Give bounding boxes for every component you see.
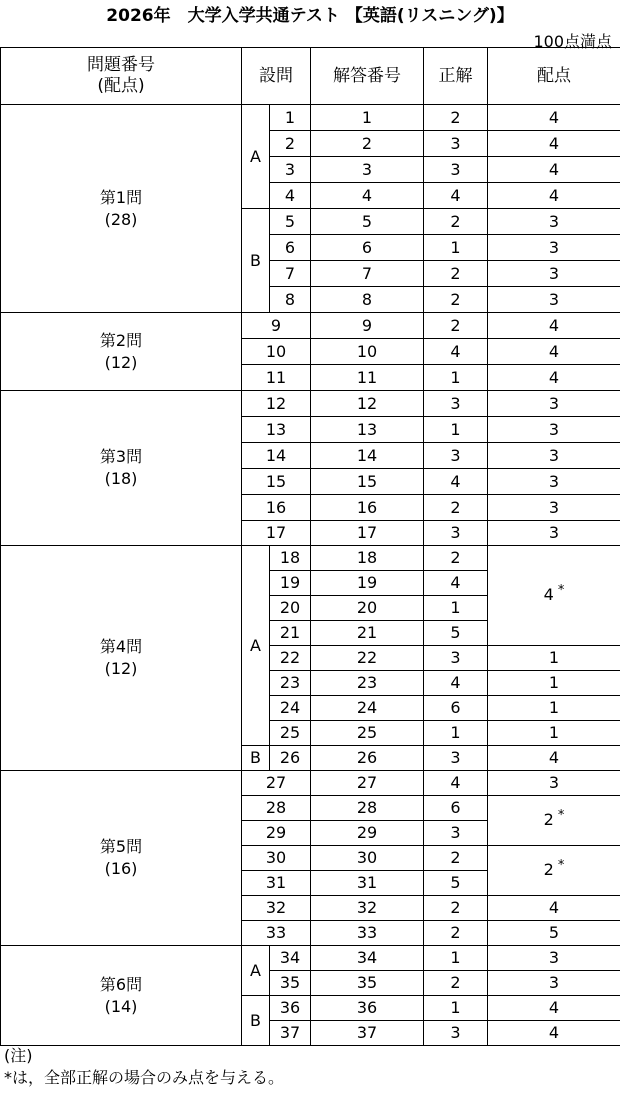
- score-value: 3: [548, 973, 560, 992]
- max-score: 100点満点: [533, 32, 612, 51]
- score-value: 3: [548, 289, 560, 309]
- correct-answer: 6: [424, 796, 488, 821]
- problem-name: 第1問: [99, 187, 143, 207]
- question-number: 16: [242, 495, 311, 521]
- correct-answer: 4: [424, 183, 488, 209]
- question-number: 14: [242, 443, 311, 469]
- score-cell: [488, 209, 620, 235]
- answer-number: 32: [311, 896, 424, 921]
- question-number: 7: [270, 261, 311, 287]
- problem-cell: [1, 105, 242, 313]
- answer-number: 1: [311, 105, 424, 131]
- score-cell: [488, 417, 620, 443]
- score-value: 4: [548, 107, 560, 127]
- answer-number: 21: [311, 621, 424, 646]
- problem-name: 第2問: [99, 330, 143, 350]
- header-seikai: 正解: [424, 48, 488, 105]
- score-value: 4: [548, 748, 560, 767]
- score-cell: [488, 946, 620, 971]
- score-cell: [488, 469, 620, 495]
- answer-number: 36: [311, 996, 424, 1021]
- question-number: 36: [270, 996, 311, 1021]
- answer-number: 27: [311, 771, 424, 796]
- correct-answer: 4: [424, 469, 488, 495]
- answer-number: 7: [311, 261, 424, 287]
- answer-number: 34: [311, 946, 424, 971]
- score-cell: [488, 131, 620, 157]
- correct-answer: 2: [424, 921, 488, 946]
- question-number: 32: [242, 896, 311, 921]
- page-title: 2026年 大学入学共通テスト 【英語(リスニング)】: [106, 6, 514, 26]
- score-cell: [488, 796, 620, 846]
- group-label: A: [242, 946, 270, 996]
- answer-number: 17: [311, 521, 424, 546]
- header-ten: 配点: [488, 48, 620, 105]
- score-cell: [488, 391, 620, 417]
- answer-number: 24: [311, 696, 424, 721]
- score-value: 3: [548, 948, 560, 967]
- answer-number: 4: [311, 183, 424, 209]
- answer-number: 11: [311, 365, 424, 391]
- score-cell: [488, 339, 620, 365]
- question-number: 15: [242, 469, 311, 495]
- problem-cell: [1, 946, 242, 1046]
- question-number: 1: [270, 105, 311, 131]
- correct-answer: 3: [424, 646, 488, 671]
- score-value: 4: [548, 341, 560, 361]
- score-cell: [488, 495, 620, 521]
- question-number: 23: [270, 671, 311, 696]
- score-value: 4: [548, 133, 560, 153]
- score-value: 1: [548, 723, 560, 742]
- table-row: [1, 391, 620, 417]
- question-number: 5: [270, 209, 311, 235]
- question-number: 21: [270, 621, 311, 646]
- group-label: A: [242, 105, 270, 209]
- correct-answer: 2: [424, 546, 488, 571]
- answer-number: 10: [311, 339, 424, 365]
- correct-answer: 3: [424, 1021, 488, 1046]
- problem-name: 第3問: [99, 447, 143, 466]
- correct-answer: 3: [424, 821, 488, 846]
- answer-number: 31: [311, 871, 424, 896]
- question-number: 27: [242, 771, 311, 796]
- star-mark: *: [557, 582, 565, 598]
- correct-answer: 1: [424, 235, 488, 261]
- answer-table-body: [1, 105, 620, 1046]
- header-row: [1, 48, 620, 105]
- header-mondai: [1, 48, 242, 105]
- score-value: 1: [548, 698, 560, 717]
- problem-points: (18): [104, 469, 138, 488]
- group-label: A: [242, 546, 270, 746]
- score-value: 3: [548, 773, 560, 792]
- answer-number: 28: [311, 796, 424, 821]
- header-kaito: 解答番号: [311, 48, 424, 105]
- question-number: 8: [270, 287, 311, 313]
- correct-answer: 5: [424, 621, 488, 646]
- answer-number: 37: [311, 1021, 424, 1046]
- question-number: 17: [242, 521, 311, 546]
- score-value: 3: [548, 471, 560, 491]
- score-cell: [488, 971, 620, 996]
- score-value: 3: [548, 497, 560, 517]
- correct-answer: 3: [424, 521, 488, 546]
- score-cell: [488, 696, 620, 721]
- question-number: 10: [242, 339, 311, 365]
- score-value: 3: [548, 445, 560, 465]
- score-value: 4: [548, 315, 560, 335]
- notes-label: (注): [4, 1046, 33, 1065]
- answer-number: 33: [311, 921, 424, 946]
- correct-answer: 1: [424, 946, 488, 971]
- header-setsumon: 設問: [242, 48, 311, 105]
- score-value: 3: [548, 237, 560, 257]
- answer-number: 18: [311, 546, 424, 571]
- answer-number: 20: [311, 596, 424, 621]
- score-cell: [488, 846, 620, 896]
- answer-number: 26: [311, 746, 424, 771]
- correct-answer: 2: [424, 209, 488, 235]
- question-number: 37: [270, 1021, 311, 1046]
- score-value: 5: [548, 923, 560, 942]
- notes: [4, 1045, 284, 1089]
- question-number: 4: [270, 183, 311, 209]
- correct-answer: 2: [424, 313, 488, 339]
- table-row: [1, 105, 620, 131]
- answer-number: 14: [311, 443, 424, 469]
- group-label: B: [242, 746, 270, 771]
- score-cell: [488, 1021, 620, 1046]
- question-number: 25: [270, 721, 311, 746]
- correct-answer: 3: [424, 391, 488, 417]
- answer-number: 19: [311, 571, 424, 596]
- problem-points: (14): [104, 996, 138, 1016]
- question-number: 12: [242, 391, 311, 417]
- answer-number: 29: [311, 821, 424, 846]
- correct-answer: 2: [424, 495, 488, 521]
- score-value: 4: [548, 998, 560, 1017]
- score-cell: [488, 183, 620, 209]
- answer-number: 12: [311, 391, 424, 417]
- question-number: 28: [242, 796, 311, 821]
- score-value: 3: [548, 263, 560, 283]
- problem-cell: [1, 546, 242, 771]
- question-number: 19: [270, 571, 311, 596]
- header-mondai-label: 問題番号: [87, 55, 155, 75]
- answer-number: 25: [311, 721, 424, 746]
- correct-answer: 2: [424, 846, 488, 871]
- answer-number: 13: [311, 417, 424, 443]
- star-mark: *: [557, 807, 565, 823]
- answer-number: 8: [311, 287, 424, 313]
- question-number: 29: [242, 821, 311, 846]
- question-number: 2: [270, 131, 311, 157]
- score-value: 3: [548, 523, 560, 542]
- score-value: 4: [548, 185, 560, 205]
- question-number: 18: [270, 546, 311, 571]
- question-number: 9: [242, 313, 311, 339]
- score-value: 1: [548, 648, 560, 667]
- star-mark: *: [557, 857, 565, 873]
- score-cell: [488, 546, 620, 646]
- table-row: [1, 946, 620, 971]
- answer-number: 3: [311, 157, 424, 183]
- group-label: B: [242, 996, 270, 1046]
- correct-answer: 2: [424, 261, 488, 287]
- problem-points: (12): [104, 659, 138, 678]
- score-value: 4: [548, 367, 560, 387]
- score-cell: [488, 896, 620, 921]
- score-cell: [488, 646, 620, 671]
- question-number: 35: [270, 971, 311, 996]
- answer-number: 30: [311, 846, 424, 871]
- answer-number: 5: [311, 209, 424, 235]
- score-cell: [488, 261, 620, 287]
- score-value: 4: [548, 898, 560, 917]
- table-row: [1, 771, 620, 796]
- score-value: 3: [548, 393, 560, 413]
- problem-name: 第4問: [99, 637, 143, 656]
- correct-answer: 2: [424, 971, 488, 996]
- answer-number: 6: [311, 235, 424, 261]
- score-cell: [488, 671, 620, 696]
- score-value: 1: [548, 673, 560, 692]
- score-value: 3: [548, 211, 560, 231]
- score-value: 2: [543, 859, 554, 879]
- problem-points: (12): [104, 352, 138, 372]
- question-number: 30: [242, 846, 311, 871]
- question-number: 3: [270, 157, 311, 183]
- score-cell: [488, 996, 620, 1021]
- score-cell: [488, 313, 620, 339]
- correct-answer: 1: [424, 365, 488, 391]
- correct-answer: 4: [424, 339, 488, 365]
- question-number: 33: [242, 921, 311, 946]
- problem-cell: [1, 771, 242, 946]
- correct-answer: 4: [424, 671, 488, 696]
- notes-text: *は，全部正解の場合のみ点を与える。: [4, 1068, 285, 1087]
- problem-points: (28): [104, 209, 138, 229]
- answer-number: 35: [311, 971, 424, 996]
- correct-answer: 6: [424, 696, 488, 721]
- score-value: 4: [543, 584, 554, 604]
- score-value: 4: [548, 159, 560, 179]
- problem-points: (16): [104, 859, 138, 878]
- correct-answer: 1: [424, 996, 488, 1021]
- answer-number: 9: [311, 313, 424, 339]
- correct-answer: 3: [424, 157, 488, 183]
- correct-answer: 2: [424, 896, 488, 921]
- question-number: 13: [242, 417, 311, 443]
- answer-table: [0, 47, 620, 1046]
- correct-answer: 3: [424, 746, 488, 771]
- score-cell: [488, 443, 620, 469]
- problem-cell: [1, 391, 242, 546]
- correct-answer: 1: [424, 596, 488, 621]
- table-row: [1, 546, 620, 571]
- question-number: 6: [270, 235, 311, 261]
- problem-cell: [1, 313, 242, 391]
- score-cell: [488, 365, 620, 391]
- score-cell: [488, 105, 620, 131]
- correct-answer: 1: [424, 721, 488, 746]
- answer-number: 16: [311, 495, 424, 521]
- score-cell: [488, 235, 620, 261]
- score-value: 2: [543, 809, 554, 829]
- score-cell: [488, 287, 620, 313]
- correct-answer: 2: [424, 105, 488, 131]
- score-cell: [488, 157, 620, 183]
- correct-answer: 1: [424, 417, 488, 443]
- score-cell: [488, 521, 620, 546]
- score-cell: [488, 746, 620, 771]
- score-cell: [488, 771, 620, 796]
- question-number: 24: [270, 696, 311, 721]
- answer-number: 22: [311, 646, 424, 671]
- question-number: 11: [242, 365, 311, 391]
- answer-number: 15: [311, 469, 424, 495]
- answer-number: 23: [311, 671, 424, 696]
- answer-number: 2: [311, 131, 424, 157]
- correct-answer: 5: [424, 871, 488, 896]
- group-label: B: [242, 209, 270, 313]
- correct-answer: 3: [424, 131, 488, 157]
- header-haiten-label: (配点): [97, 76, 145, 96]
- table-row: [1, 313, 620, 339]
- score-value: 3: [548, 419, 560, 439]
- question-number: 26: [270, 746, 311, 771]
- score-cell: [488, 721, 620, 746]
- score-value: 4: [548, 1023, 560, 1042]
- question-number: 20: [270, 596, 311, 621]
- correct-answer: 2: [424, 287, 488, 313]
- problem-name: 第6問: [99, 974, 143, 994]
- score-cell: [488, 921, 620, 946]
- question-number: 22: [270, 646, 311, 671]
- problem-name: 第5問: [99, 837, 143, 856]
- correct-answer: 3: [424, 443, 488, 469]
- question-number: 31: [242, 871, 311, 896]
- question-number: 34: [270, 946, 311, 971]
- correct-answer: 4: [424, 771, 488, 796]
- correct-answer: 4: [424, 571, 488, 596]
